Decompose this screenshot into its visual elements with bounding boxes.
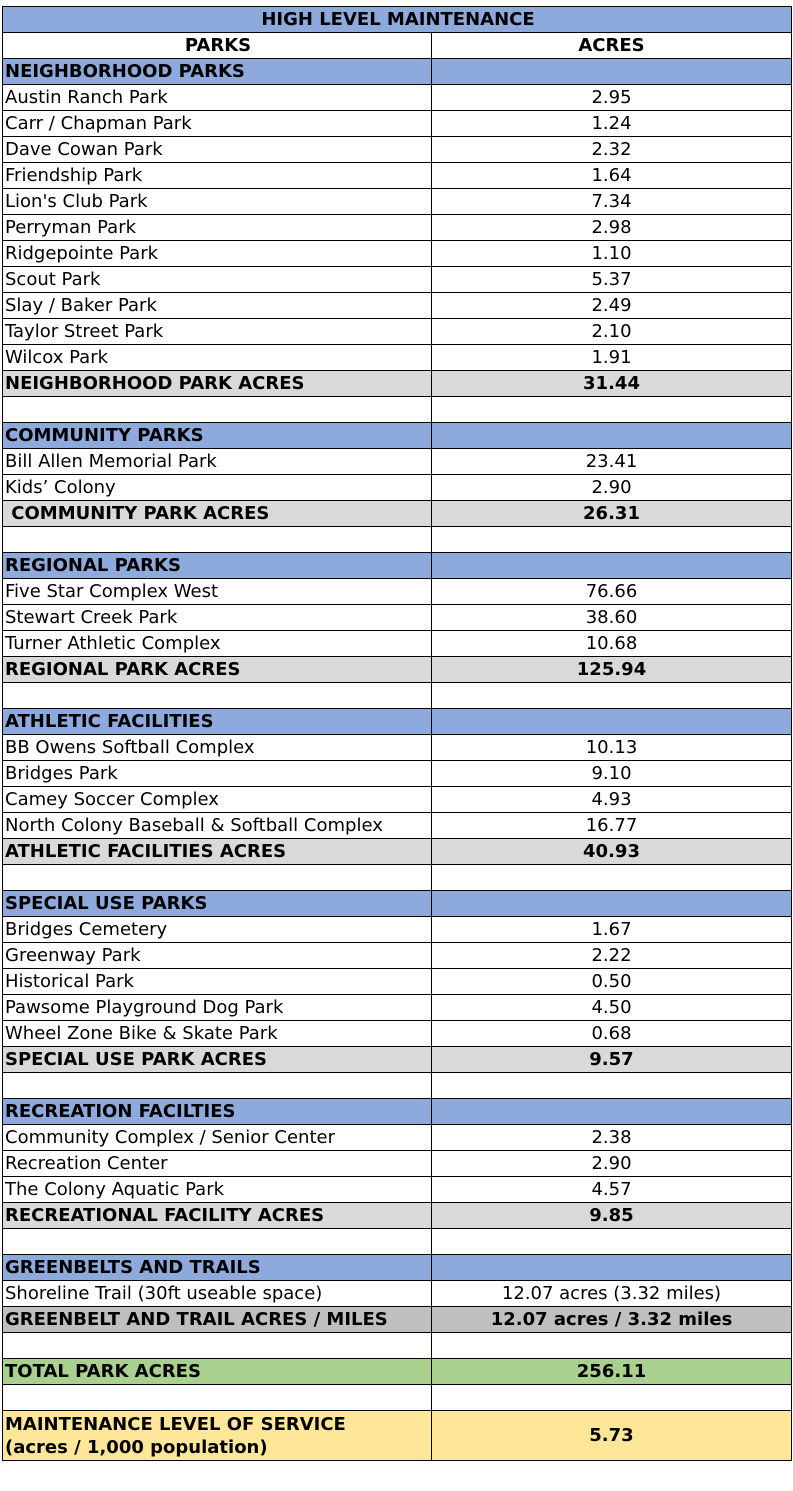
table-row	[3, 345, 792, 371]
park-name: Camey Soccer Complex	[3, 787, 432, 813]
empty-cell	[432, 1333, 792, 1359]
park-name: The Colony Aquatic Park	[3, 1177, 432, 1203]
park-acres: 16.77	[432, 813, 792, 839]
spacer-row	[3, 683, 792, 709]
section-title: REGIONAL PARKS	[3, 553, 432, 579]
spacer-row	[3, 397, 792, 423]
section-header-value-cell	[432, 423, 792, 449]
park-name: Perryman Park	[3, 215, 432, 241]
empty-cell	[3, 1385, 432, 1411]
table-row	[3, 267, 792, 293]
park-acres: 10.13	[432, 735, 792, 761]
table-row	[3, 761, 792, 787]
park-acres: 2.10	[432, 319, 792, 345]
park-acres: 4.93	[432, 787, 792, 813]
park-name: Bridges Park	[3, 761, 432, 787]
table-row	[3, 813, 792, 839]
subtotal-row	[3, 371, 792, 397]
subtotal-value: 12.07 acres / 3.32 miles	[432, 1307, 792, 1333]
park-name: Ridgepointe Park	[3, 241, 432, 267]
empty-cell	[3, 683, 432, 709]
service-level-row	[3, 1411, 792, 1461]
table-row	[3, 215, 792, 241]
empty-cell	[3, 865, 432, 891]
section-title: GREENBELTS AND TRAILS	[3, 1255, 432, 1281]
section-header-value-cell	[432, 1099, 792, 1125]
table-title: HIGH LEVEL MAINTENANCE	[3, 7, 792, 33]
acres-column-header: ACRES	[432, 33, 792, 59]
empty-cell	[432, 1385, 792, 1411]
park-acres: 23.41	[432, 449, 792, 475]
park-name: Pawsome Playground Dog Park	[3, 995, 432, 1021]
table-title-row	[3, 7, 792, 33]
park-acres: 7.34	[432, 189, 792, 215]
table-row	[3, 1151, 792, 1177]
section-header-row	[3, 1255, 792, 1281]
table-row	[3, 475, 792, 501]
spacer-row	[3, 527, 792, 553]
table-row	[3, 917, 792, 943]
table-row	[3, 1021, 792, 1047]
subtotal-value: 31.44	[432, 371, 792, 397]
subtotal-value: 125.94	[432, 657, 792, 683]
table-row	[3, 137, 792, 163]
parks-column-header: PARKS	[3, 33, 432, 59]
section-header-row	[3, 891, 792, 917]
park-acres: 4.50	[432, 995, 792, 1021]
subtotal-row	[3, 1047, 792, 1073]
park-acres: 5.37	[432, 267, 792, 293]
park-acres: 2.95	[432, 85, 792, 111]
empty-cell	[3, 527, 432, 553]
subtotal-label: REGIONAL PARK ACRES	[3, 657, 432, 683]
park-acres: 1.24	[432, 111, 792, 137]
subtotal-value: 9.85	[432, 1203, 792, 1229]
empty-cell	[432, 1073, 792, 1099]
subtotal-row	[3, 839, 792, 865]
empty-cell	[3, 1073, 432, 1099]
table-row	[3, 1281, 792, 1307]
park-acres: 2.90	[432, 475, 792, 501]
park-acres: 2.49	[432, 293, 792, 319]
table-row	[3, 579, 792, 605]
table-row	[3, 943, 792, 969]
park-name: Shoreline Trail (30ft useable space)	[3, 1281, 432, 1307]
park-acres: 9.10	[432, 761, 792, 787]
empty-cell	[3, 1229, 432, 1255]
empty-cell	[432, 683, 792, 709]
park-acres: 1.91	[432, 345, 792, 371]
park-name: Five Star Complex West	[3, 579, 432, 605]
empty-cell	[432, 397, 792, 423]
subtotal-value: 9.57	[432, 1047, 792, 1073]
park-acres: 2.38	[432, 1125, 792, 1151]
table-row	[3, 449, 792, 475]
park-acres: 12.07 acres (3.32 miles)	[432, 1281, 792, 1307]
park-acres: 1.10	[432, 241, 792, 267]
park-name: BB Owens Softball Complex	[3, 735, 432, 761]
park-acres: 2.32	[432, 137, 792, 163]
park-name: Scout Park	[3, 267, 432, 293]
section-header-row	[3, 423, 792, 449]
subtotal-label: ATHLETIC FACILITIES ACRES	[3, 839, 432, 865]
park-name: Turner Athletic Complex	[3, 631, 432, 657]
section-header-row	[3, 59, 792, 85]
subtotal-row	[3, 1307, 792, 1333]
park-acres: 38.60	[432, 605, 792, 631]
park-name: Greenway Park	[3, 943, 432, 969]
maintenance-table	[2, 6, 792, 1461]
subtotal-label: GREENBELT AND TRAIL ACRES / MILES	[3, 1307, 432, 1333]
total-value: 256.11	[432, 1359, 792, 1385]
park-name: Wheel Zone Bike & Skate Park	[3, 1021, 432, 1047]
empty-cell	[432, 865, 792, 891]
total-row	[3, 1359, 792, 1385]
park-name: Bill Allen Memorial Park	[3, 449, 432, 475]
section-header-row	[3, 709, 792, 735]
section-header-value-cell	[432, 553, 792, 579]
empty-cell	[432, 1229, 792, 1255]
service-level-label-line2: (acres / 1,000 population)	[5, 1436, 268, 1458]
subtotal-row	[3, 501, 792, 527]
subtotal-value: 40.93	[432, 839, 792, 865]
park-name: Austin Ranch Park	[3, 85, 432, 111]
subtotal-label: SPECIAL USE PARK ACRES	[3, 1047, 432, 1073]
park-name: Historical Park	[3, 969, 432, 995]
section-header-value-cell	[432, 59, 792, 85]
section-title: ATHLETIC FACILITIES	[3, 709, 432, 735]
spacer-row	[3, 1229, 792, 1255]
table-row	[3, 1125, 792, 1151]
empty-cell	[3, 1333, 432, 1359]
park-name: Friendship Park	[3, 163, 432, 189]
subtotal-row	[3, 1203, 792, 1229]
park-acres: 0.50	[432, 969, 792, 995]
section-header-value-cell	[432, 709, 792, 735]
park-name: Community Complex / Senior Center	[3, 1125, 432, 1151]
park-acres: 1.64	[432, 163, 792, 189]
park-name: Recreation Center	[3, 1151, 432, 1177]
table-row	[3, 163, 792, 189]
table-row	[3, 1177, 792, 1203]
column-header-row	[3, 33, 792, 59]
table-row	[3, 241, 792, 267]
park-name: Wilcox Park	[3, 345, 432, 371]
section-title: RECREATION FACILTIES	[3, 1099, 432, 1125]
park-name: Dave Cowan Park	[3, 137, 432, 163]
park-name: Lion's Club Park	[3, 189, 432, 215]
park-acres: 2.90	[432, 1151, 792, 1177]
park-acres: 10.68	[432, 631, 792, 657]
spacer-row	[3, 1333, 792, 1359]
table-row	[3, 319, 792, 345]
table-row	[3, 735, 792, 761]
subtotal-label: COMMUNITY PARK ACRES	[3, 501, 432, 527]
service-level-label	[3, 1411, 432, 1461]
section-header-value-cell	[432, 1255, 792, 1281]
total-label: TOTAL PARK ACRES	[3, 1359, 432, 1385]
spacer-row	[3, 865, 792, 891]
spacer-row	[3, 1073, 792, 1099]
table-row	[3, 605, 792, 631]
table-row	[3, 969, 792, 995]
park-acres: 1.67	[432, 917, 792, 943]
section-title: NEIGHBORHOOD PARKS	[3, 59, 432, 85]
subtotal-label: RECREATIONAL FACILITY ACRES	[3, 1203, 432, 1229]
section-title: SPECIAL USE PARKS	[3, 891, 432, 917]
park-name: Stewart Creek Park	[3, 605, 432, 631]
table-row	[3, 995, 792, 1021]
park-acres: 4.57	[432, 1177, 792, 1203]
section-title: COMMUNITY PARKS	[3, 423, 432, 449]
service-level-label-line1: MAINTENANCE LEVEL OF SERVICE	[5, 1413, 346, 1435]
park-acres: 0.68	[432, 1021, 792, 1047]
park-name: Bridges Cemetery	[3, 917, 432, 943]
section-header-value-cell	[432, 891, 792, 917]
empty-cell	[3, 397, 432, 423]
spacer-row	[3, 1385, 792, 1411]
section-header-row	[3, 553, 792, 579]
service-level-value: 5.73	[432, 1411, 792, 1461]
park-name: Taylor Street Park	[3, 319, 432, 345]
park-acres: 2.98	[432, 215, 792, 241]
table-row	[3, 631, 792, 657]
table-row	[3, 293, 792, 319]
park-name: Kids’ Colony	[3, 475, 432, 501]
table-row	[3, 85, 792, 111]
park-name: North Colony Baseball & Softball Complex	[3, 813, 432, 839]
park-acres: 2.22	[432, 943, 792, 969]
park-acres: 76.66	[432, 579, 792, 605]
park-name: Carr / Chapman Park	[3, 111, 432, 137]
subtotal-value: 26.31	[432, 501, 792, 527]
table-row	[3, 111, 792, 137]
section-header-row	[3, 1099, 792, 1125]
park-name: Slay / Baker Park	[3, 293, 432, 319]
table-row	[3, 189, 792, 215]
empty-cell	[432, 527, 792, 553]
subtotal-label: NEIGHBORHOOD PARK ACRES	[3, 371, 432, 397]
subtotal-row	[3, 657, 792, 683]
table-row	[3, 787, 792, 813]
